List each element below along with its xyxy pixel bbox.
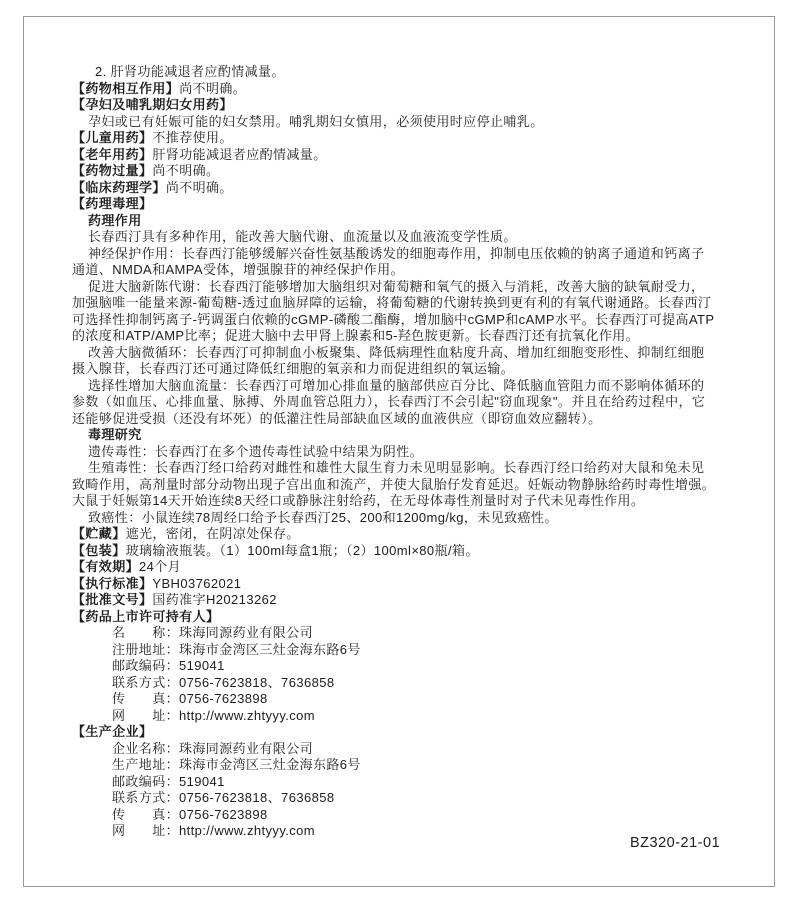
insert-line [72,328,762,345]
line-text: 参数（如血压、心排血量、脉搏、外周血管总阻力），长春西汀不会引起"窃血现象"。并且在给药过程中，它 [72,394,706,409]
section-heading: 【贮藏】 [72,526,126,541]
insert-line [72,394,762,411]
insert-line [72,724,762,741]
line-text: 大鼠于妊娠第14天开始连续8天经口或静脉注射给药，在无母体毒性剂量时对子代未见毒性作用。 [72,493,645,508]
line-text: 国药准字H20213262 [152,592,277,607]
section-heading: 药理作用 [88,212,142,228]
insert-line [72,741,762,758]
line-text: 还能够促进受损（还没有坏死）的低灌注性局部缺血区域的血液供应（即窃血效应翻转）。 [72,410,602,426]
insert-line [72,609,762,626]
insert-line [72,559,762,576]
insert-line [72,196,762,213]
insert-line [72,708,762,725]
section-heading: 【包装】 [72,542,126,558]
line-text: 玻璃输液瓶装。（1）100ml每盒1瓶；（2）100ml×80瓶/箱。 [125,542,479,558]
line-text: 注册地址：珠海市金湾区三灶金海东路6号 [112,641,361,657]
section-heading: 【药物过量】 [72,163,153,178]
line-text: 生产地址：珠海市金湾区三灶金海东路6号 [112,757,361,772]
line-text: 可选择性抑制钙离子-钙调蛋白依赖的cGMP-磷酸二酯酶，增加脑中cGMP和cAMP水平。长春西汀可提高ATP [72,311,715,327]
section-heading: 【药物相互作用】 [72,80,180,96]
insert-line [72,130,762,147]
insert-line [72,97,762,114]
section-heading: 【儿童用药】 [72,130,153,145]
line-text: 尚不明确。 [179,80,247,96]
insert-line [72,361,762,378]
insert-line [72,592,762,609]
section-heading: 【有效期】 [72,559,140,574]
section-heading: 【孕妇及哺乳期妇女用药】 [72,97,233,112]
line-text: 遗传毒性：长春西汀在多个遗传毒性试验中结果为阴性。 [88,443,424,459]
line-text: 24个月 [139,559,182,574]
line-text: 网 址：http://www.zhtyyy.com [112,823,316,838]
insert-line [72,510,762,527]
line-text: 2. 肝肾功能减退者应酌情减量。 [95,64,285,79]
line-text: 长春西汀具有多种作用，能改善大脑代谢、血流量以及血液流变学性质。 [88,229,517,244]
line-text: 的浓度和ATP/AMP比率；促进大脑中去甲肾上腺素和5-羟色胺更新。长春西汀还有抗氧化作用。 [72,328,640,343]
section-heading: 【批准文号】 [72,592,153,607]
line-text: 选择性增加大脑血流量：长春西汀可增加心排血量的脑部供应百分比、降低脑血管阻力而不影响体循环的 [88,377,705,393]
line-text: 神经保护作用：长春西汀能够缓解兴奋性氨基酸诱发的细胞毒作用，抑制电压依赖的钠离子通道和钙离子 [88,245,705,261]
insert-line [72,477,762,494]
section-heading: 【生产企业】 [72,724,153,739]
footer-code: BZ320-21-01 [630,835,721,851]
insert-line [72,229,762,246]
insert-line [72,411,762,428]
insert-line [72,675,762,692]
line-text: 邮政编码：519041 [112,658,225,673]
insert-line [72,262,762,279]
line-text: 不推荐使用。 [152,130,233,145]
insert-line [72,642,762,659]
section-heading: 毒理研究 [88,427,142,442]
line-text: 传 真：0756-7623898 [112,806,268,822]
line-text: 致癌性：小鼠连续78周经口给予长春西汀25、200和1200mg/kg，未见致癌性。 [88,509,558,525]
line-text: 孕妇或已有妊娠可能的妇女禁用。哺乳期妇女慎用，必须使用时应停止哺乳。 [88,113,544,129]
insert-line [72,526,762,543]
line-text: 企业名称：珠海同源药业有限公司 [112,740,314,756]
line-text: 尚不明确。 [152,163,220,178]
insert-line [72,295,762,312]
line-text: 联系方式：0756-7623818、7636858 [112,674,335,690]
insert-line [72,246,762,263]
insert-line [72,658,762,675]
insert-line [72,790,762,807]
insert-line [72,213,762,230]
insert-line [72,774,762,791]
insert-line [72,81,762,98]
line-text: YBH03762021 [152,575,242,591]
insert-line [72,625,762,642]
line-text: 名 称：珠海同源药业有限公司 [112,625,314,640]
insert-line [72,345,762,362]
section-heading: 【老年用药】 [72,146,153,162]
insert-text-block [72,64,762,840]
insert-line [72,378,762,395]
line-text: 通道、NMDA和AMPA受体，增强腺苷的神经保护作用。 [72,262,404,277]
insert-line [72,279,762,296]
line-text: 联系方式：0756-7623818、7636858 [112,790,335,805]
insert-line [72,460,762,477]
insert-line [72,312,762,329]
section-heading: 【临床药理学】 [72,179,166,195]
line-text: 促进大脑新陈代谢：长春西汀能够增加大脑组织对葡萄糖和氧气的摄入与消耗，改善大脑的缺氧耐受力， [88,278,705,294]
line-text: 加强脑唯一能量来源-葡萄糖-透过血脑屏障的运输，将葡萄糖的代谢转换到更有利的有氧代谢通路。长春西汀 [72,295,712,310]
insert-line [72,493,762,510]
line-text: 摄入腺苷，长春西汀还可通过降低红细胞的氧亲和力而促进组织的氧运输。 [72,361,515,376]
line-text: 尚不明确。 [165,179,233,195]
insert-line [72,576,762,593]
line-text: 传 真：0756-7623898 [112,691,268,706]
line-text: 邮政编码：519041 [112,773,225,789]
insert-line [72,543,762,560]
line-text: 网 址：http://www.zhtyyy.com [112,707,316,723]
line-text: 致畸作用，高剂量时部分动物出现子宫出血和流产，并使大鼠胎仔发育延迟。妊娠动物静脉给药时毒性增强。 [72,476,716,492]
insert-line [72,444,762,461]
insert-line [72,757,762,774]
insert-line [72,64,762,81]
insert-line [72,180,762,197]
insert-line [72,691,762,708]
line-text: 生殖毒性：长春西汀经口给药对雌性和雄性大鼠生育力未见明显影响。长春西汀经口给药对大鼠和兔未见 [88,460,705,475]
insert-line [72,427,762,444]
insert-line [72,147,762,164]
line-text: 遮光，密闭，在阴凉处保存。 [125,526,300,541]
insert-line [72,114,762,131]
insert-line [72,163,762,180]
section-heading: 【药品上市许可持有人】 [72,608,220,624]
insert-line [72,807,762,824]
section-heading: 【执行标准】 [72,575,153,591]
line-text: 肝肾功能减退者应酌情减量。 [152,146,327,162]
line-text: 改善大脑微循环：长春西汀可抑制血小板聚集、降低病理性血粘度升高、增加红细胞变形性、抑制红细胞 [88,344,705,360]
section-heading: 【药理毒理】 [72,196,153,211]
